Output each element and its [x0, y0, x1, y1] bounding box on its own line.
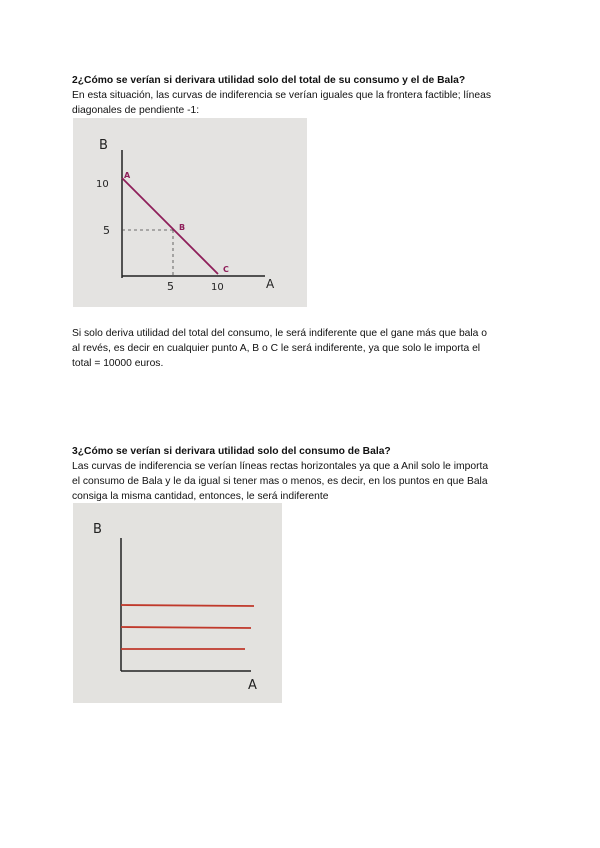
section2-intro-line2: diagonales de pendiente -1:	[72, 105, 200, 116]
indifference-line-2	[121, 627, 251, 628]
y-axis-label: B	[93, 522, 102, 537]
section3-body-line2: el consumo de Bala y le da igual si tener mas o menos, es decir, en los puntos en que Bala	[72, 476, 488, 487]
y-axis-label: B	[99, 138, 108, 153]
x-axis-label: A	[266, 277, 275, 291]
y-tick-5: 5	[103, 224, 110, 237]
point-b-label: B	[179, 223, 186, 232]
section2-heading: 2¿Cómo se verían si derivara utilidad solo del total de su consumo y el de Bala?	[72, 75, 466, 86]
point-c-label: C	[223, 265, 229, 274]
indifference-line-1	[121, 605, 254, 606]
indifference-line-diagonal	[122, 178, 218, 274]
point-a-label: A	[124, 171, 131, 180]
x-tick-5: 5	[167, 280, 174, 293]
section3-heading: 3¿Cómo se verían si derivara utilidad solo del consumo de Bala?	[72, 446, 391, 457]
section2-body-line2: al revés, es decir en cualquier punto A, B o C le será indiferente, ya que solo le importa el	[72, 343, 481, 354]
x-tick-10: 10	[211, 282, 224, 293]
section3-body-line3: consiga la misma cantidad, entonces, le será indiferente	[72, 491, 329, 502]
figure-indifference-horizontal	[73, 503, 282, 703]
figure-indifference-diagonal	[73, 118, 307, 307]
section2-intro-line1: En esta situación, las curvas de indiferencia se verían iguales que la frontera factible; líneas	[72, 90, 491, 101]
section3-body-line1: Las curvas de indiferencia se verían líneas rectas horizontales ya que a Anil solo le importa	[72, 461, 489, 472]
section2-body-line3: total = 10000 euros.	[72, 358, 164, 369]
y-tick-10: 10	[96, 179, 109, 190]
x-axis-label: A	[248, 678, 257, 693]
section2-body-line1: Si solo deriva utilidad del total del consumo, le será indiferente que el gane más que bala o	[72, 328, 487, 339]
